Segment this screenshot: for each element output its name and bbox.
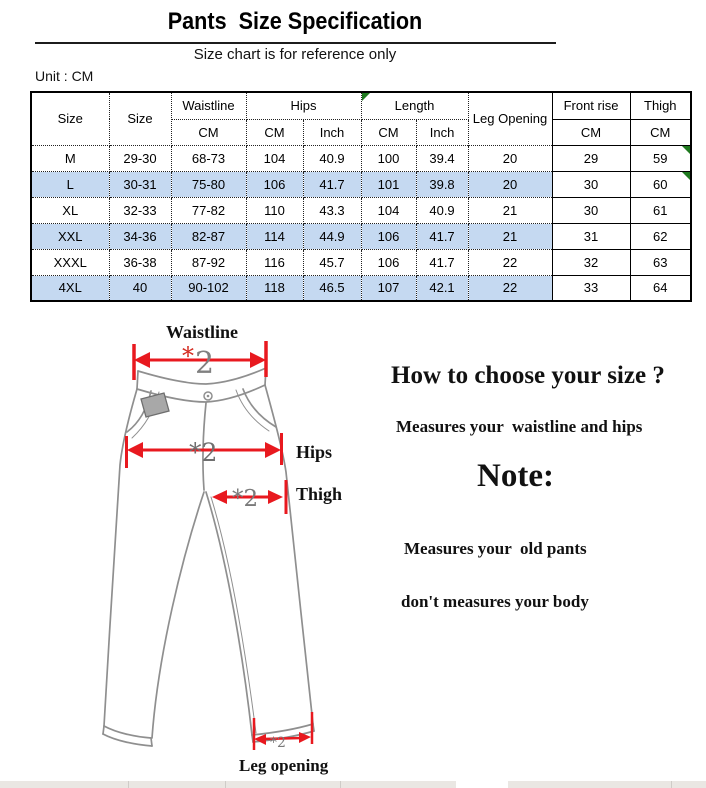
leg-opening-arrowhead-left [254,734,266,745]
table-cell: 40.9 [416,197,468,223]
table-row [31,223,691,249]
unit-header-hips-inch: Inch [303,119,361,145]
table-cell: XL [31,197,109,223]
cutoff-strip-divider [671,781,672,788]
thigh-label: Thigh [296,484,343,504]
table-cell: 34-36 [109,223,171,249]
table-cell: 30 [552,197,630,223]
waistline-arrowhead-right [250,352,266,368]
cutoff-strip-divider [128,781,129,788]
table-cell: 30 [552,171,630,197]
cutoff-row-strip-left [0,781,456,788]
table-cell: 77-82 [171,197,246,223]
table-row [31,197,691,223]
table-cell: XXL [31,223,109,249]
thigh-arrowhead-left [212,490,227,504]
unit-header-thigh-cm: CM [630,119,691,145]
table-cell: 90-102 [171,275,246,301]
table-cell: 33 [552,275,630,301]
table-cell: 39.8 [416,171,468,197]
right-pocket-stitch [236,390,269,431]
table-cell: 32-33 [109,197,171,223]
table-cell: 21 [468,197,552,223]
table-cell: L [31,171,109,197]
table-cell: 110 [246,197,303,223]
table-cell: 4XL [31,275,109,301]
left-hem-bottom [103,734,152,746]
table-cell: 116 [246,249,303,275]
leg-opening-multiplier: *2 [270,735,286,751]
table-cell: 82-87 [171,223,246,249]
hips-multiplier: *2 [189,438,218,467]
table-cell: 64 [630,275,691,301]
hips-label: Hips [296,442,333,462]
table-row [31,275,691,301]
table-cell: 40.9 [303,145,361,171]
size-table-body [31,145,691,301]
table-cell: 60 [630,171,691,197]
col-header-waistline: Waistline [171,92,246,119]
table-cell: 22 [468,275,552,301]
table-row [31,171,691,197]
table-header-row [31,92,691,119]
table-cell: 39.4 [416,145,468,171]
thigh-multiplier: *2 [232,486,259,512]
table-cell: 41.7 [416,223,468,249]
waistband-left-edge [137,371,138,389]
table-cell: 41.7 [416,249,468,275]
table-cell: 100 [361,145,416,171]
table-cell: 106 [361,223,416,249]
unit-header-length-cm: CM [361,119,416,145]
title-underline [35,42,556,44]
table-cell: 104 [246,145,303,171]
hips-arrowhead-right [265,442,281,458]
page-title: Pants Size Specification [167,8,423,35]
table-cell: 22 [468,249,552,275]
table-cell: 106 [361,249,416,275]
unit-header-front-rise-cm: CM [552,119,630,145]
waistline-multiplier-digit: 2 [195,346,215,381]
table-cell: M [31,145,109,171]
size-table [30,91,692,302]
table-cell: 31 [552,223,630,249]
table-cell: 29-30 [109,145,171,171]
table-cell: 107 [361,275,416,301]
table-cell: 104 [361,197,416,223]
pants-diagram [95,315,350,785]
table-row [31,145,691,171]
waistline-label: Waistline [165,322,238,342]
coin-pocket-patch [141,393,169,417]
col-header-hips: Hips [246,92,361,119]
size-table-header [31,92,691,145]
table-cell: 106 [246,171,303,197]
table-cell: 114 [246,223,303,249]
cutoff-row-strip-right [508,781,706,788]
table-cell: 42.1 [416,275,468,301]
table-cell: 36-38 [109,249,171,275]
col-header-thigh: Thigh [630,92,691,119]
col-header-front-rise: Front rise [552,92,630,119]
measure-old-pants-text: Measures your old pants [404,539,587,558]
table-cell: 44.9 [303,223,361,249]
subtitle: Size chart is for reference only [193,46,397,63]
waist-button-dot [207,395,210,398]
left-outer-seam [104,389,137,726]
unit-header-hips-cm: CM [246,119,303,145]
left-inner-seam [152,492,204,738]
thigh-arrowhead-right [268,490,283,504]
table-cell: 62 [630,223,691,249]
table-cell: 46.5 [303,275,361,301]
col-header-leg-opening: Leg Opening [468,92,552,145]
table-cell: 61 [630,197,691,223]
cutoff-strip-divider [340,781,341,788]
pants-outline [103,368,314,746]
leg-opening-label: Leg opening [239,756,329,775]
col-header-size-number: Size [109,92,171,145]
waistline-arrowhead-left [134,352,150,368]
table-cell: 118 [246,275,303,301]
table-cell: 75-80 [171,171,246,197]
table-cell: 87-92 [171,249,246,275]
how-to-choose-heading: How to choose your size ? [391,362,665,389]
table-cell: 32 [552,249,630,275]
unit-header-length-inch: Inch [416,119,468,145]
table-cell: 68-73 [171,145,246,171]
table-cell: 40 [109,275,171,301]
cutoff-strip-divider [225,781,226,788]
table-cell: 21 [468,223,552,249]
table-cell: 20 [468,145,552,171]
note-heading: Note: [477,458,554,494]
hips-arrowhead-left [127,442,143,458]
col-header-length: Length [361,92,468,119]
measure-waistline-hips-text: Measures your waistline and hips [396,417,643,436]
right-inner-seam [206,492,252,735]
table-cell: 30-31 [109,171,171,197]
unit-header-waistline-cm: CM [171,119,246,145]
table-cell: 101 [361,171,416,197]
table-cell: XXXL [31,249,109,275]
table-cell: 63 [630,249,691,275]
table-cell: 20 [468,171,552,197]
table-cell: 43.3 [303,197,361,223]
waistline-multiplier-star: * [182,342,194,370]
table-cell: 45.7 [303,249,361,275]
right-outer-seam [265,385,313,724]
dont-measure-body-text: don't measures your body [401,592,589,611]
col-header-size-label: Size [31,92,109,145]
unit-label: Unit : CM [35,68,94,84]
table-cell: 59 [630,145,691,171]
table-cell: 41.7 [303,171,361,197]
table-row [31,249,691,275]
table-cell: 29 [552,145,630,171]
left-hem-top [104,726,151,738]
